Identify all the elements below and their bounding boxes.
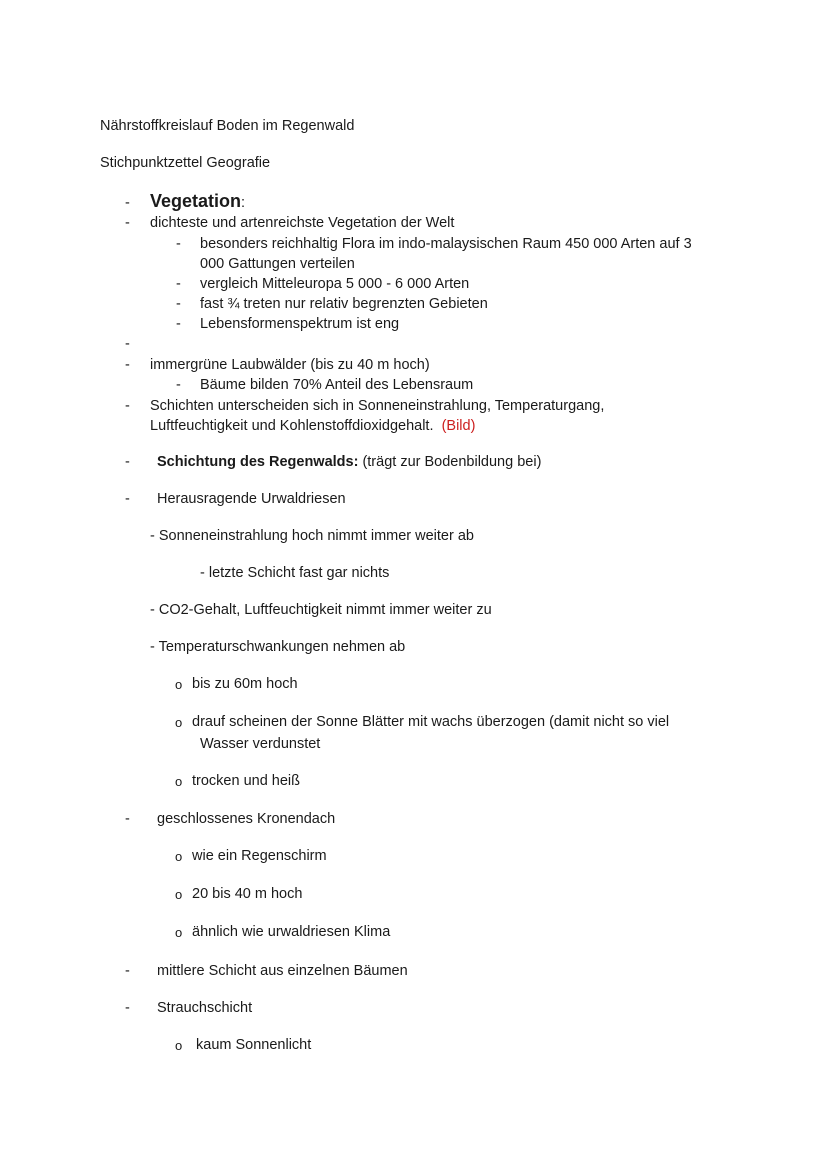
list-item: trocken und heiß: [192, 773, 301, 789]
circle-bullet: o: [175, 677, 183, 692]
list-item-continuation: [150, 416, 475, 436]
schichtung-heading: Schichtung des Regenwalds:: [157, 454, 359, 470]
list-item: Bäume bilden 70% Anteil des Lebensraum: [200, 377, 474, 393]
list-item: - letzte Schicht fast gar nichts: [200, 565, 390, 581]
list-item: ähnlich wie urwaldriesen Klima: [192, 924, 391, 940]
bullet-dash: -: [176, 316, 181, 332]
list-item: Schichten unterscheiden sich in Sonneneinstrahlung, Temperaturgang,: [150, 398, 605, 414]
list-item-continuation: Wasser verdunstet: [200, 736, 321, 752]
bullet-dash-empty: -: [125, 336, 130, 352]
vegetation-heading-text: Vegetation: [150, 191, 242, 211]
list-item: dichteste und artenreichste Vegetation der Welt: [150, 215, 455, 231]
list-item: Lebensformenspektrum ist eng: [200, 316, 400, 332]
list-item: mittlere Schicht aus einzelnen Bäumen: [157, 963, 408, 979]
list-item: vergleich Mitteleuropa 5 000 - 6 000 Arten: [200, 276, 470, 292]
document-subtitle: Stichpunktzettel Geografie: [100, 155, 271, 171]
list-item: immergrüne Laubwälder (bis zu 40 m hoch): [150, 357, 430, 373]
bullet-dash: -: [125, 1000, 130, 1016]
list-item: bis zu 60m hoch: [192, 676, 298, 692]
bullet-dash: -: [125, 215, 130, 231]
list-item: wie ein Regenschirm: [192, 848, 327, 864]
vegetation-colon: :: [241, 195, 246, 211]
list-item: - Temperaturschwankungen nehmen ab: [150, 639, 406, 655]
list-item: - Sonneneinstrahlung hoch nimmt immer weiter ab: [150, 528, 474, 544]
bullet-dash: -: [125, 398, 130, 414]
list-item: fast ¾ treten nur relativ begrenzten Gebieten: [200, 296, 488, 312]
list-item: geschlossenes Kronendach: [157, 811, 336, 827]
list-item: Strauchschicht: [157, 1000, 253, 1016]
circle-bullet: o: [175, 774, 183, 789]
list-item: kaum Sonnenlicht: [196, 1037, 312, 1053]
list-item: - CO2-Gehalt, Luftfeuchtigkeit nimmt immer weiter zu: [150, 602, 492, 618]
bullet-dash: -: [125, 357, 130, 373]
bullet-dash: -: [176, 276, 181, 292]
bullet-dash: -: [176, 296, 181, 312]
bullet-dash: -: [125, 491, 130, 507]
bullet-dash: -: [176, 236, 181, 252]
list-item: Herausragende Urwaldriesen: [157, 491, 346, 507]
bild-reference: (Bild): [441, 418, 476, 434]
bullet-dash: -: [176, 377, 181, 393]
circle-bullet: o: [175, 715, 183, 730]
schichtung-note: (trägt zur Bodenbildung bei): [362, 454, 542, 470]
list-item: drauf scheinen der Sonne Blätter mit wachs überzogen (damit nicht so viel: [192, 714, 670, 730]
circle-bullet: o: [175, 849, 183, 864]
circle-bullet: o: [175, 887, 183, 902]
vegetation-heading: [150, 191, 245, 213]
bullet-dash: -: [125, 195, 130, 211]
schichtung-line: [157, 452, 541, 472]
circle-bullet: o: [175, 1038, 183, 1053]
bullet-dash: -: [125, 963, 130, 979]
bullet-dash: -: [125, 811, 130, 827]
list-item-continuation: 000 Gattungen verteilen: [200, 256, 355, 272]
schichten-text: Luftfeuchtigkeit und Kohlenstoffdioxidgehalt.: [150, 418, 434, 434]
document-title: Nährstoffkreislauf Boden im Regenwald: [100, 118, 355, 134]
list-item: 20 bis 40 m hoch: [192, 886, 303, 902]
circle-bullet: o: [175, 925, 183, 940]
list-item: besonders reichhaltig Flora im indo-malaysischen Raum 450 000 Arten auf 3: [200, 236, 692, 252]
bullet-dash: -: [125, 454, 130, 470]
